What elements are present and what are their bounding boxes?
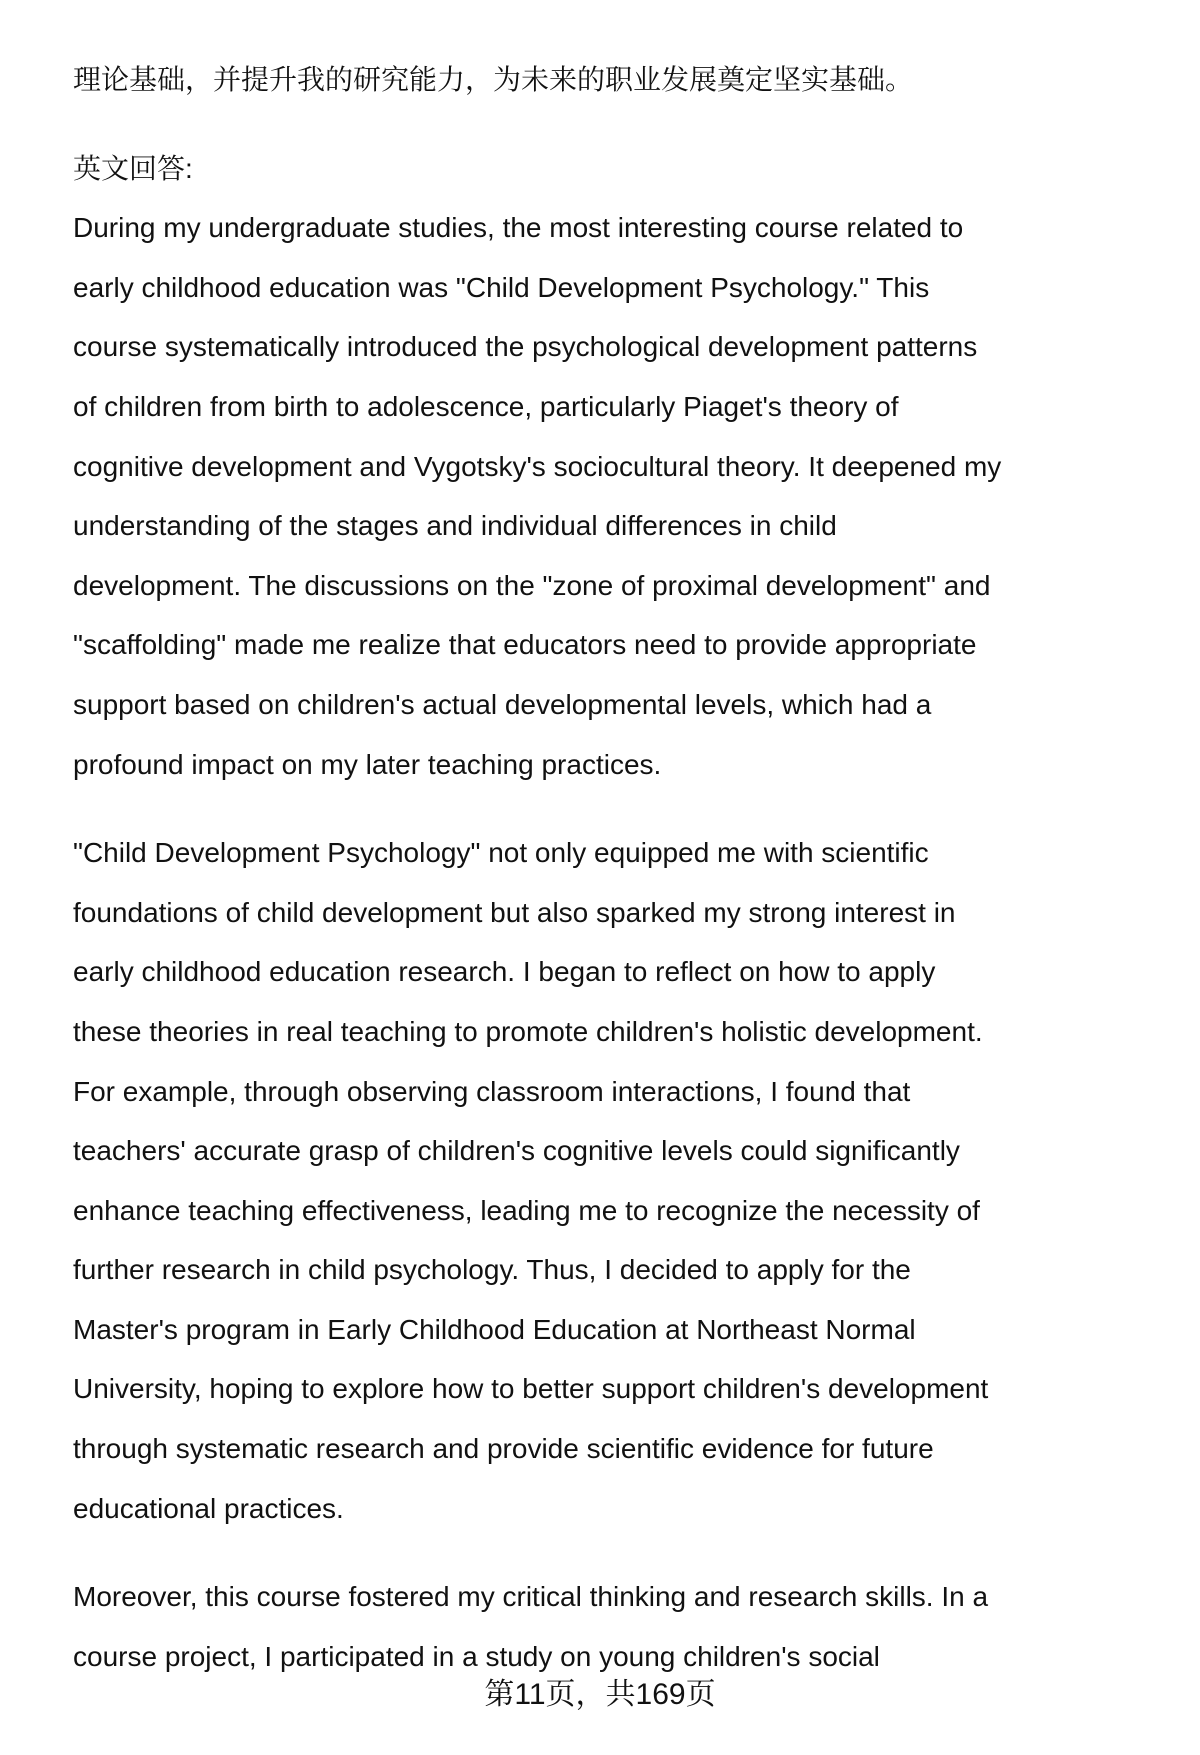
text-line: course project, I participated in a study on young children's social <box>73 1640 880 1672</box>
text-line: support based on children's actual developmental levels, which had a <box>73 688 932 720</box>
text-line: For example, through observing classroom interactions, I found that <box>73 1075 911 1107</box>
text-line: 英文回答: <box>73 152 193 184</box>
text-line: educational practices. <box>73 1492 344 1524</box>
text-line: development. The discussions on the "zone of proximal development" and <box>73 569 991 601</box>
text-line: teachers' accurate grasp of children's cognitive levels could significantly <box>73 1135 960 1167</box>
paragraph <box>73 823 1183 1538</box>
text-line: "Child Development Psychology" not only equipped me with scientific <box>73 837 929 869</box>
paragraph <box>73 50 1183 110</box>
text-line: During my undergraduate studies, the most interesting course related to <box>73 212 964 244</box>
text-line: "scaffolding" made me realize that educators need to provide appropriate <box>73 629 977 661</box>
text-line: enhance teaching effectiveness, leading me to recognize the necessity of <box>73 1194 980 1226</box>
page-number: 第11页，共169页 <box>484 1678 716 1711</box>
text-line: early childhood education was "Child Development Psychology." This <box>73 271 930 303</box>
text-line: these theories in real teaching to promote children's holistic development. <box>73 1015 983 1047</box>
text-line: further research in child psychology. Thus, I decided to apply for the <box>73 1254 911 1286</box>
text-line: understanding of the stages and individual differences in child <box>73 510 837 542</box>
document-body <box>73 50 1183 1686</box>
text-line: University, hoping to explore how to better support children's development <box>73 1373 989 1405</box>
text-line: Master's program in Early Childhood Education at Northeast Normal <box>73 1313 916 1345</box>
text-line: cognitive development and Vygotsky's sociocultural theory. It deepened my <box>73 450 1002 482</box>
text-line: 理论基础，并提升我的研究能力，为未来的职业发展奠定坚实基础。 <box>73 64 914 95</box>
text-line: foundations of child development but also sparked my strong interest in <box>73 896 956 928</box>
paragraph <box>73 1567 1183 1686</box>
text-line: Moreover, this course fostered my critical thinking and research skills. In a <box>73 1581 989 1613</box>
paragraph <box>73 139 1183 795</box>
text-line: course systematically introduced the psychological development patterns <box>73 331 978 363</box>
text-line: through systematic research and provide scientific evidence for future <box>73 1433 934 1465</box>
text-line: early childhood education research. I began to reflect on how to apply <box>73 956 936 988</box>
text-line: of children from birth to adolescence, particularly Piaget's theory of <box>73 390 899 422</box>
text-line: profound impact on my later teaching practices. <box>73 748 662 780</box>
